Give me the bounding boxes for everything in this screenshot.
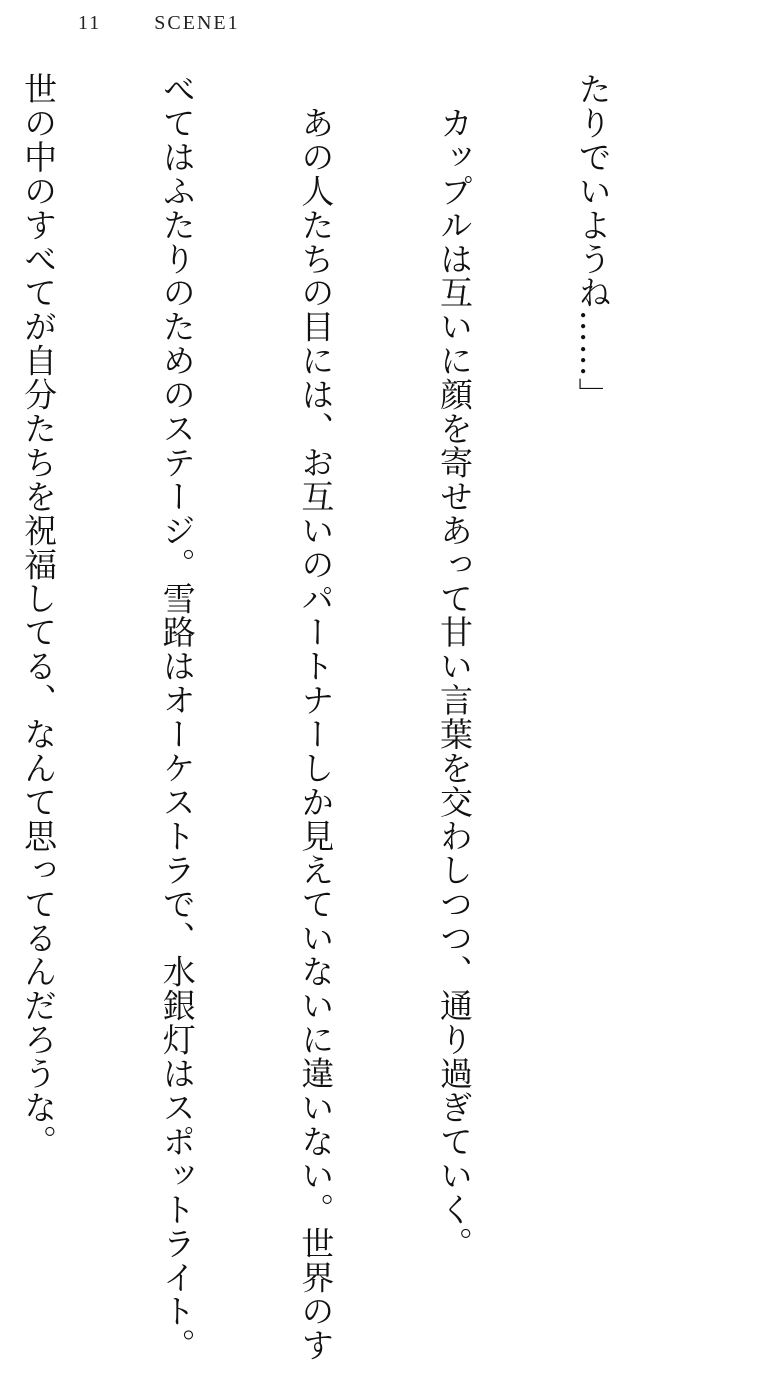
novel-body-text xyxy=(19,72,708,1363)
text-line: あの人たちの目には、お互いのパートナーしか見えていないに違いない。世界のす xyxy=(296,72,336,1363)
running-header xyxy=(78,12,240,40)
text-line: たりでいようね……」 xyxy=(573,72,613,412)
text-line: 世の中のすべてが自分たちを祝福してる、なんて思ってるんだろうな。 xyxy=(19,72,59,1159)
page-number: 11 xyxy=(78,12,102,34)
text-line: カップルは互いに顔を寄せあって甘い言葉を交わしつつ、通り過ぎていく。 xyxy=(434,72,474,1261)
section-title: SCENE1 xyxy=(154,12,240,34)
text-line: べてはふたりのためのステージ。雪路はオーケストラで、水銀灯はスポットライト。 xyxy=(157,72,197,1363)
